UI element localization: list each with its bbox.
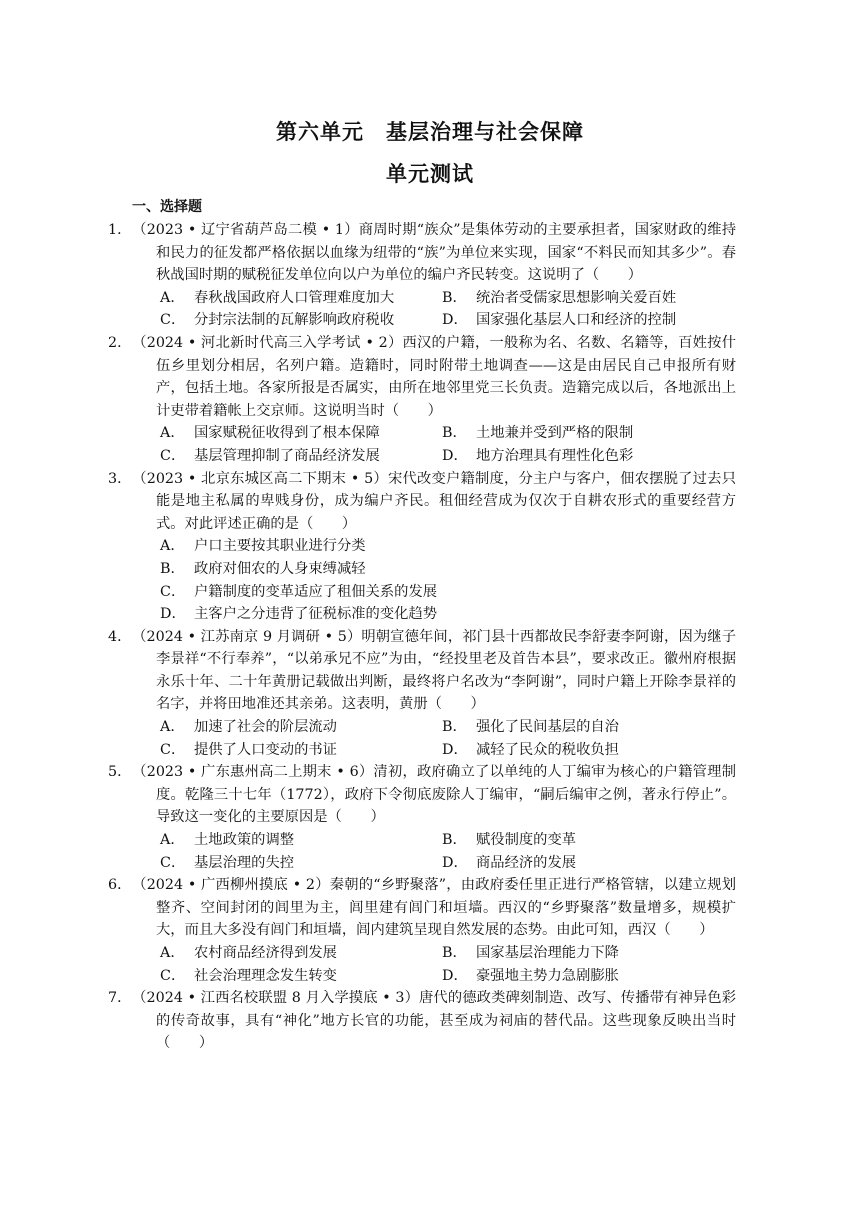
answer-option[interactable] <box>160 603 736 626</box>
option-row <box>160 603 736 626</box>
answer-option[interactable] <box>442 965 724 988</box>
option-text: 社会治理理念发生转变 <box>194 967 337 984</box>
answer-option[interactable] <box>160 739 442 762</box>
unit-subtitle: 单元测试 <box>386 162 474 186</box>
option-row <box>160 942 736 965</box>
option-text: 土地兼并受到严格的限制 <box>476 425 634 442</box>
answer-option[interactable] <box>442 739 724 762</box>
answer-option[interactable] <box>160 422 442 445</box>
option-text: 国家基层治理能力下降 <box>476 945 619 961</box>
answer-option[interactable] <box>160 287 442 310</box>
option-text: 户口主要按其职业进行分类 <box>194 538 366 555</box>
option-row <box>160 287 736 310</box>
question-text: （2024 • 江苏南京 9 月调研 • 5）明朝宣德年间，祁门县十西都故民李舒妻李阿谢，因为继子李景祥“不行奉养”，“以弟承兄不应”为由，“经投里老及首告本县”，要求改正。徽州府根据永乐十年、二十年黄册记载做出判断，最终将户名改为“李阿谢”，同时户籍上开除李景祥的名字，并将田地准还其亲弟。这表明，黄册（ ） <box>132 628 736 713</box>
option-group <box>132 716 736 761</box>
option-text: 基层管理抑制了商品经济发展 <box>194 447 380 464</box>
option-letter: C． <box>160 583 186 600</box>
answer-option[interactable] <box>160 716 442 739</box>
section-heading: 一、选择题 <box>132 199 202 215</box>
option-text: 户籍制度的变革适应了租佃关系的发展 <box>194 583 438 600</box>
option-letter: B． <box>442 289 467 306</box>
option-letter: A． <box>160 538 185 555</box>
option-letter: D． <box>442 854 468 871</box>
answer-option[interactable] <box>160 942 442 965</box>
option-text: 地方治理具有理性化色彩 <box>476 447 634 464</box>
option-letter: A． <box>160 945 185 961</box>
answer-option[interactable] <box>160 445 442 468</box>
answer-option[interactable] <box>442 829 724 852</box>
question-text: （2024 • 河北新时代高三入学考试 • 2）西汉的户籍，一般称为名、名数、名籍等，百姓按什伍乡里划分相居，名列户籍。造籍时，同时附带土地调查——这是由居民自己申报所有财产，包括土地。各家所报是否属实，由所在地邻里党三长负责。造籍完成以后，各地派出上计吏带着籍帐上交京师。这说明当时（ ） <box>132 334 736 419</box>
question-item <box>108 468 736 626</box>
option-row <box>160 422 736 445</box>
option-text: 土地政策的调整 <box>194 832 295 849</box>
answer-option[interactable] <box>160 965 442 988</box>
option-text: 春秋战国政府人口管理难度加大 <box>194 289 395 306</box>
option-text: 商品经济的发展 <box>476 854 577 871</box>
option-row <box>160 852 736 875</box>
question-stem: 3．（2023 • 北京东城区高二下期末 • 5）宋代改变户籍制度，分主户与客户，佃农摆脱了过去只能是地主私属的卑贱身份，成为编户齐民。租佃经营成为仅次于自耕农形式的重要经营方式。对此评述正确的是（ ） <box>108 470 736 532</box>
question-item <box>108 219 736 332</box>
answer-option[interactable] <box>160 852 442 875</box>
option-row <box>160 829 736 852</box>
unit-title: 第六单元 基层治理与社会保障 <box>276 120 584 144</box>
option-letter: D． <box>160 606 186 623</box>
answer-option[interactable] <box>160 558 736 581</box>
option-text: 统治者受儒家思想影响关爱百姓 <box>476 289 677 306</box>
question-text: （2023 • 北京东城区高二下期末 • 5）宋代改变户籍制度，分主户与客户，佃农摆脱了过去只能是地主私属的卑贱身份，成为编户齐民。租佃经营成为仅次于自耕农形式的重要经营方式。对此评述正确的是（ ） <box>132 470 736 532</box>
option-letter: C． <box>160 967 186 984</box>
question-stem: 5．（2023 • 广东惠州高二上期末 • 6）清初，政府确立了以单纯的人丁编审为核心的户籍管理制度。乾隆三十七年（1772），政府下令彻底废除人丁编审，“嗣后编审之例，著永行停止”。导致这一变化的主要原因是（ ） <box>108 764 736 826</box>
question-stem: 1．（2023 • 辽宁省葫芦岛二模 • 1）商周时期“族众”是集体劳动的主要承担者，国家财政的维持和民力的征发都严格依据以血缘为纽带的“族”为单位来实现，国家“不料民而知其多少”。春秋战国时期的赋税征发单位向以户为单位的编户齐民转变。这说明了（ ） <box>108 222 736 284</box>
option-text: 提供了人口变动的书证 <box>194 741 337 758</box>
option-row <box>160 535 736 558</box>
answer-option[interactable] <box>442 445 724 468</box>
answer-option[interactable] <box>442 942 724 965</box>
option-row <box>160 716 736 739</box>
option-letter: A． <box>160 719 185 736</box>
option-group <box>132 535 736 625</box>
option-row <box>160 581 736 604</box>
option-text: 基层治理的失控 <box>194 854 295 871</box>
option-text: 分封宗法制的瓦解影响政府税收 <box>194 312 395 329</box>
option-text: 减轻了民众的税收负担 <box>476 741 619 758</box>
option-letter: D． <box>442 741 468 758</box>
question-stem: 7．（2024 • 江西名校联盟 8 月入学摸底 • 3）唐代的德政类碑刻制造、改写、传播带有神异色彩的传奇故事，具有“神化”地方长官的功能，甚至成为祠庙的替代品。这些现象反映出当时（ ） <box>108 990 736 1052</box>
answer-option[interactable] <box>442 422 724 445</box>
question-stem: 6．（2024 • 广西柳州摸底 • 2）秦朝的“乡野聚落”，由政府委任里正进行严格管辖，以建立规划整齐、空间封闭的闾里为主，闾里建有闾门和垣墙。西汉的“乡野聚落”数量增多，规模扩大，而且大多没有闾门和垣墙，闾内建筑呈现自然发展的态势。由此可知，西汉（ ） <box>108 877 736 939</box>
question-text: （2024 • 江西名校联盟 8 月入学摸底 • 3）唐代的德政类碑刻制造、改写、传播带有神异色彩的传奇故事，具有“神化”地方长官的功能，甚至成为祠庙的替代品。这些现象反映出当时（ ） <box>132 990 736 1052</box>
option-text: 国家强化基层人口和经济的控制 <box>476 312 677 329</box>
question-stem: 4．（2024 • 江苏南京 9 月调研 • 5）明朝宣德年间，祁门县十西都故民李舒妻李阿谢，因为继子李景祥“不行奉养”，“以弟承兄不应”为由，“经投里老及首告本县”，要求改正。徽州府根据永乐十年、二十年黄册记载做出判断，最终将户名改为“李阿谢”，同时户籍上开除李景祥的名字，并将田地准还其亲弟。这表明，黄册（ ） <box>108 628 736 713</box>
option-group <box>132 942 736 987</box>
question-text: （2023 • 辽宁省葫芦岛二模 • 1）商周时期“族众”是集体劳动的主要承担者，国家财政的维持和民力的征发都严格依据以血缘为纽带的“族”为单位来实现，国家“不料民而知其多少”。春秋战国时期的赋税征发单位向以户为单位的编户齐民转变。这说明了（ ） <box>132 222 736 284</box>
question-text: （2023 • 广东惠州高二上期末 • 6）清初，政府确立了以单纯的人丁编审为核心的户籍管理制度。乾隆三十七年（1772），政府下令彻底废除人丁编审，“嗣后编审之例，著永行停止”。导致这一变化的主要原因是（ ） <box>132 764 736 826</box>
answer-option[interactable] <box>160 581 736 604</box>
option-letter: B． <box>442 425 467 442</box>
answer-option[interactable] <box>160 829 442 852</box>
option-text: 赋役制度的变革 <box>476 832 577 849</box>
answer-option[interactable] <box>442 852 724 875</box>
question-item <box>108 332 736 468</box>
option-letter: B． <box>442 945 467 961</box>
question-list <box>108 219 736 1055</box>
option-letter: B． <box>442 832 467 849</box>
option-letter: C． <box>160 741 186 758</box>
option-letter: C． <box>160 447 186 464</box>
option-letter: A． <box>160 425 185 442</box>
option-letter: A． <box>160 289 185 306</box>
answer-option[interactable] <box>442 716 724 739</box>
option-text: 政府对佃农的人身束缚减轻 <box>194 560 366 577</box>
answer-option[interactable] <box>160 309 442 332</box>
option-letter: D． <box>442 967 468 984</box>
option-text: 强化了民间基层的自治 <box>476 719 619 736</box>
question-text: （2024 • 广西柳州摸底 • 2）秦朝的“乡野聚落”，由政府委任里正进行严格管辖，以建立规划整齐、空间封闭的闾里为主，闾里建有闾门和垣墙。西汉的“乡野聚落”数量增多，规模扩大，而且大多没有闾门和垣墙，闾内建筑呈现自然发展的态势。由此可知，西汉（ ） <box>132 877 736 939</box>
option-letter: C． <box>160 312 186 329</box>
answer-option[interactable] <box>160 535 736 558</box>
option-row <box>160 965 736 988</box>
question-stem: 2．（2024 • 河北新时代高三入学考试 • 2）西汉的户籍，一般称为名、名数、名籍等，百姓按什伍乡里划分相居，名列户籍。造籍时，同时附带土地调查——这是由居民自己申报所有财产，包括土地。各家所报是否属实，由所在地邻里党三长负责。造籍完成以后，各地派出上计吏带着籍帐上交京师。这说明当时（ ） <box>108 334 736 419</box>
option-text: 国家赋税征收得到了根本保障 <box>194 425 380 442</box>
option-group <box>132 422 736 467</box>
question-item <box>108 874 736 987</box>
option-letter: D． <box>442 447 468 464</box>
question-item <box>108 761 736 874</box>
option-group <box>132 287 736 332</box>
option-row <box>160 309 736 332</box>
option-text: 加速了社会的阶层流动 <box>194 719 337 736</box>
option-text: 豪强地主势力急剧膨胀 <box>476 967 619 984</box>
option-row <box>160 739 736 762</box>
option-letter: D． <box>442 312 468 329</box>
question-item <box>108 987 736 1055</box>
option-letter: C． <box>160 854 186 871</box>
option-group <box>132 829 736 874</box>
option-letter: A． <box>160 832 185 849</box>
option-row <box>160 445 736 468</box>
option-text: 农村商品经济得到发展 <box>194 945 337 961</box>
question-item <box>108 626 736 762</box>
answer-option[interactable] <box>442 287 724 310</box>
option-letter: B． <box>160 560 185 577</box>
answer-option[interactable] <box>442 309 724 332</box>
option-row <box>160 558 736 581</box>
option-letter: B． <box>442 719 467 736</box>
option-text: 主客户之分违背了征税标准的变化趋势 <box>194 606 438 623</box>
